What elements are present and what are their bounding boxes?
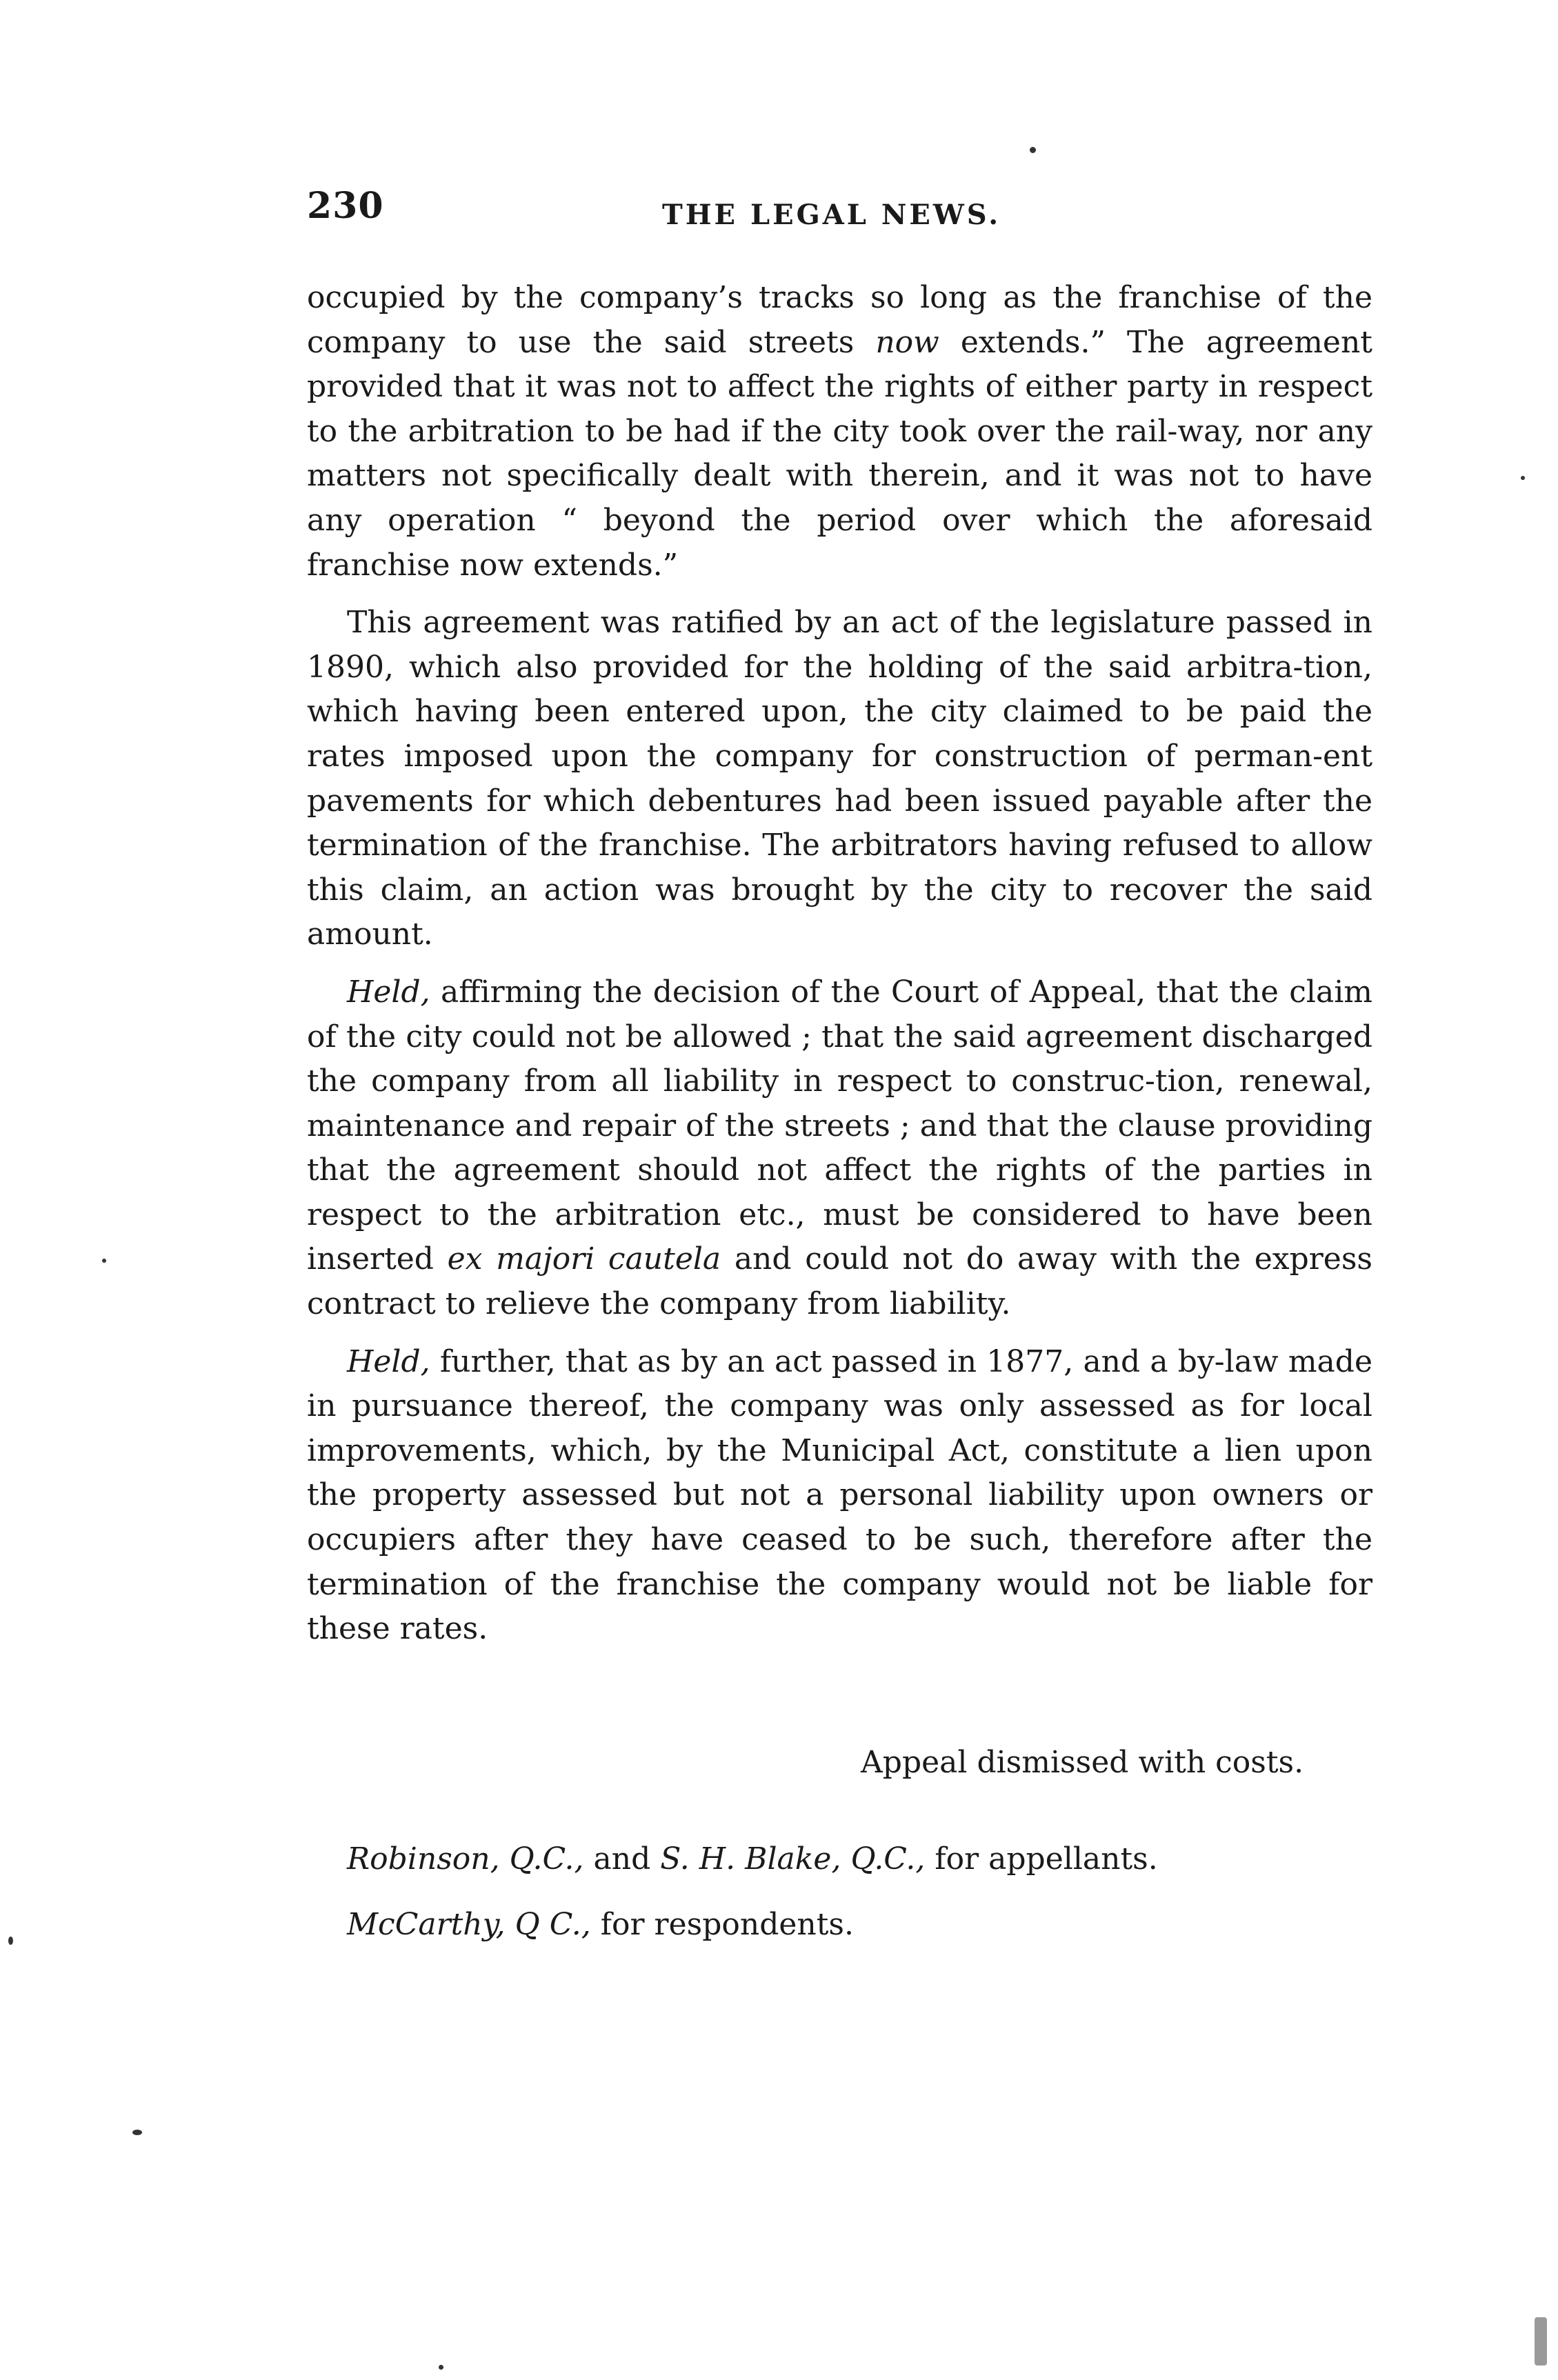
disposition-line: Appeal dismissed with costs.	[861, 1745, 1304, 1780]
counsel-respondents	[347, 1907, 854, 1942]
scan-speck	[102, 1259, 106, 1263]
scan-speck	[439, 2365, 443, 2370]
body-text	[307, 276, 1372, 1665]
text-run: and could not do away with the express contract to relieve the company from liability.	[307, 1241, 1372, 1322]
paragraph-4	[307, 1340, 1372, 1652]
counsel-name-blake: S. H. Blake, Q.C.,	[660, 1841, 926, 1877]
counsel-role-appellants: for appellants.	[925, 1841, 1158, 1877]
counsel-name-mccarthy: McCarthy, Q C.,	[347, 1907, 591, 1942]
scan-speck	[8, 1937, 13, 1945]
counsel-role-respondents: for respondents.	[590, 1907, 854, 1942]
text-run: occupied by the company’s tracks so long as the franchise of the company to use the said streets	[307, 280, 1372, 360]
text-run: affirming the decision of the Court of Appeal, that the claim of the city could not be allowed ; that the said agreement discharged the company from all liability in respect to construc-tion, renewal, maintenance and repair of the streets ; and that the clause providing that the agreement should not affect the rights of the parties in respect to the arbitration etc., must be considered to have been inserted	[307, 974, 1372, 1277]
italic-run: ex majori cautela	[447, 1241, 721, 1277]
scan-speck	[1535, 2317, 1547, 2366]
scan-speck	[1030, 147, 1036, 153]
scan-speck	[1521, 476, 1525, 480]
paragraph-3	[307, 970, 1372, 1327]
counsel-name-robinson: Robinson, Q.C.,	[347, 1841, 584, 1877]
counsel-appellants	[347, 1841, 1158, 1877]
page-number: 230	[307, 185, 384, 227]
text-run: further, that as by an act passed in 1877, and a by-law made in pursuance thereof, the company was only assessed as for local improvements, which, by the Municipal Act, constitute a lien upon the property assessed but not a personal liability upon owners or occupiers after they have ceased to be such, therefore after the termination of the franchise the company would not be liable for these rates.	[307, 1343, 1372, 1647]
italic-run: Held,	[347, 974, 430, 1010]
text-run: extends.” The agreement provided that it was not to affect the rights of either party in respect to the arbitration to be had if the city took over the rail-way, nor any matters not specifically dealt with therein, and it was not to have any operation “ beyond the period over which the aforesaid franchise now extends.”	[307, 324, 1372, 583]
scan-speck	[132, 2130, 142, 2135]
paragraph-1	[307, 276, 1372, 588]
page-header	[307, 185, 1372, 247]
italic-run: now	[875, 324, 939, 360]
counsel-conjunction: and	[583, 1841, 661, 1877]
italic-run: Held,	[347, 1343, 430, 1379]
text-run: This agreement was ratified by an act of the legislature passed in 1890, which also provided for the holding of the said arbitra-tion, which having been entered upon, the city claimed to be paid the rates imposed upon the company for construction of perman-ent pavements for which debentures had been issued payable after the termination of the franchise. The arbitrators having refused to allow this claim, an action was brought by the city to recover the said amount.	[307, 605, 1372, 952]
running-title: THE LEGAL NEWS.	[662, 199, 1001, 231]
paragraph-2	[307, 601, 1372, 957]
